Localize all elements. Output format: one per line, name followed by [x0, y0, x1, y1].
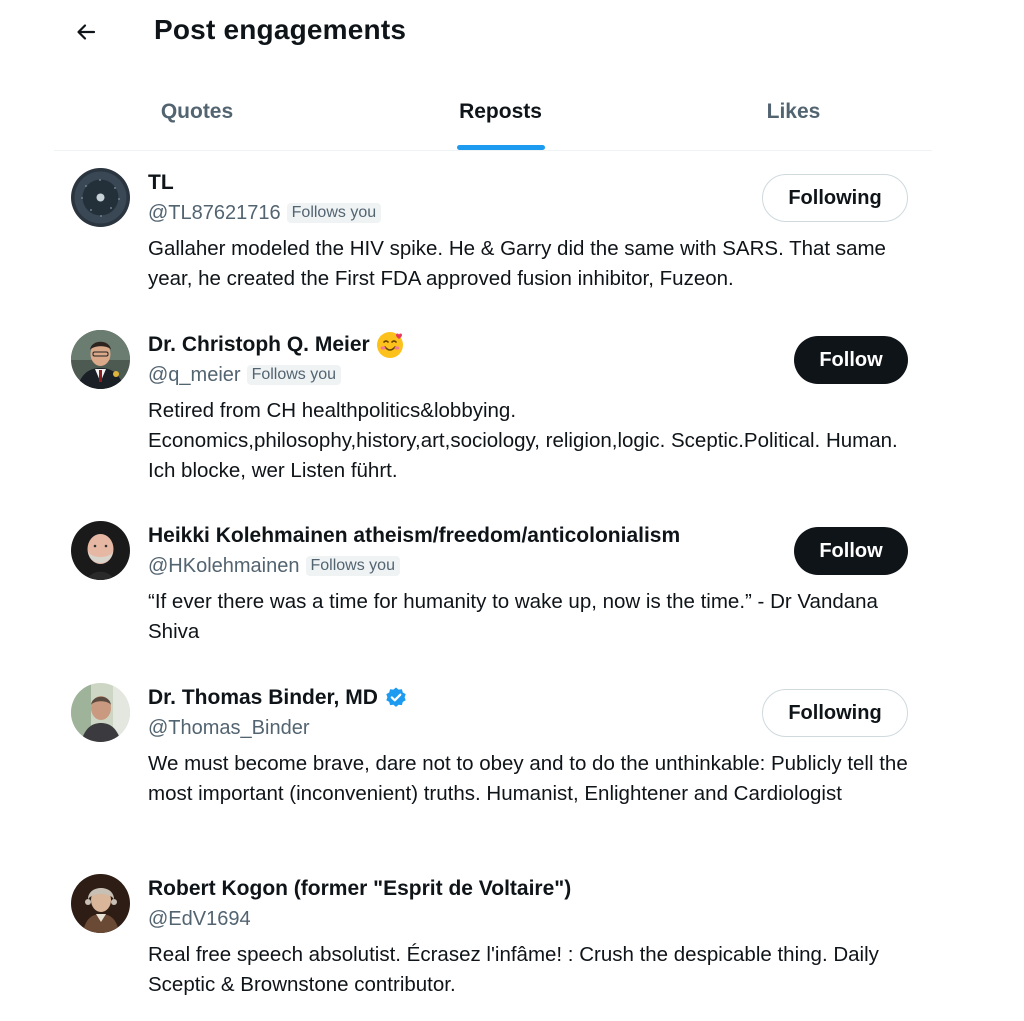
back-button[interactable] [66, 12, 106, 52]
avatar[interactable] [71, 330, 130, 389]
avatar[interactable] [71, 521, 130, 580]
avatar[interactable] [71, 874, 130, 933]
tab-label: Reposts [459, 100, 542, 123]
user-handle[interactable]: @q_meier [148, 363, 241, 386]
avatar[interactable] [71, 683, 130, 742]
display-name[interactable]: Dr. Christoph Q. Meier [148, 333, 370, 356]
follow-button[interactable]: Follow [794, 527, 908, 575]
user-handle[interactable]: @EdV1694 [148, 907, 251, 930]
tab-likes[interactable] [647, 74, 940, 150]
following-button[interactable]: Following [762, 174, 908, 222]
header [0, 0, 1024, 64]
avatar[interactable] [71, 168, 130, 227]
user-info [148, 874, 932, 1000]
user-cell[interactable] [54, 874, 932, 1014]
display-name[interactable]: TL [148, 171, 174, 194]
user-cell[interactable] [54, 683, 932, 853]
display-name[interactable]: Dr. Thomas Binder, MD [148, 686, 378, 709]
following-button[interactable]: Following [762, 689, 908, 737]
page-title: Post engagements [154, 14, 407, 45]
follow-button[interactable]: Follow [794, 336, 908, 384]
user-handle[interactable]: @TL87621716 [148, 201, 281, 224]
back-arrow-icon [74, 20, 98, 44]
follows-you-badge: Follows you [287, 203, 381, 223]
user-handle[interactable]: @Thomas_Binder [148, 716, 310, 739]
tab-bar [54, 74, 932, 151]
user-bio: “If ever there was a time for humanity to wake up, now is the time.” - Dr Vandana Shiva [148, 590, 878, 643]
tab-reposts[interactable] [354, 74, 647, 150]
user-bio: Real free speech absolutist. Écrasez l'infâme! : Crush the despicable thing. Daily Sceptic & Brownstone contributor. [148, 943, 879, 996]
user-handle[interactable]: @HKolehmainen [148, 554, 300, 577]
verified-badge-icon[interactable] [384, 686, 408, 710]
user-cell[interactable] [54, 168, 932, 308]
handle-line [148, 904, 932, 934]
follows-you-badge: Follows you [247, 365, 341, 385]
tab-quotes[interactable] [54, 74, 340, 150]
tab-label: Quotes [160, 100, 234, 123]
display-name[interactable]: Heikki Kolehmainen atheism/freedom/anticolonialism [148, 524, 681, 547]
user-bio: We must become brave, dare not to obey and to do the unthinkable: Publicly tell the most important (inconvenient) truths. Humanist, Enlightener and Cardiologist [148, 752, 908, 805]
user-bio: Gallaher modeled the HIV spike. He & Garry did the same with SARS. That same year, he created the First FDA approved fusion inhibitor, Fuzeon. [148, 237, 886, 290]
follows-you-badge: Follows you [306, 556, 400, 576]
display-name[interactable]: Robert Kogon (former "Esprit de Voltaire") [148, 877, 572, 900]
smiling-face-hearts-emoji-icon [376, 331, 404, 359]
user-cell[interactable] [54, 330, 932, 500]
user-cell[interactable] [54, 521, 932, 661]
user-bio: Retired from CH healthpolitics&lobbying. Economics,philosophy,history,art,sociology, religion,logic. Sceptic.Political. Human. Ich blocke, wer Listen führt. [148, 399, 898, 482]
active-tab-indicator [457, 145, 545, 150]
tab-label: Likes [766, 100, 821, 123]
